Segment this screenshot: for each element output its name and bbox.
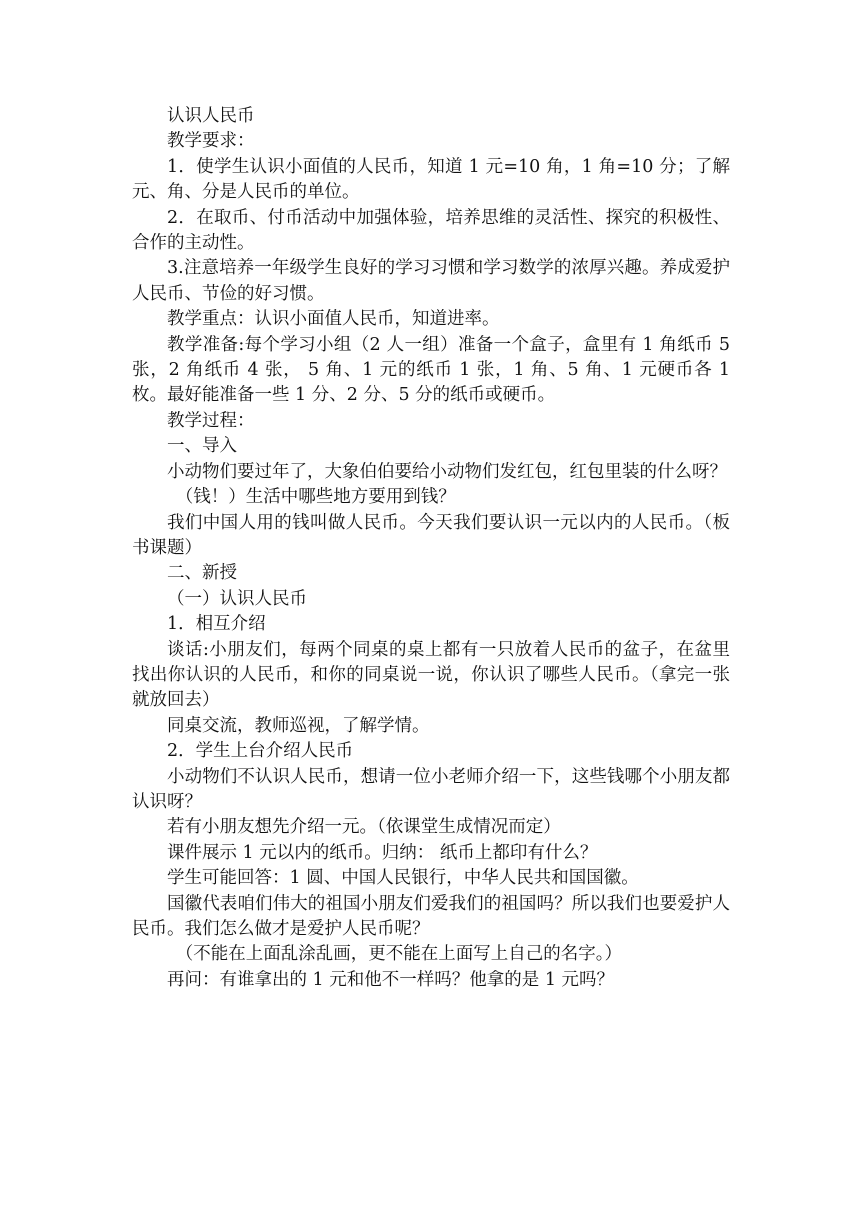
preparation: 教学准备:每个学习小组（2 人一组）准备一个盒子，盒里有 1 角纸币 5 张，2 角纸币 4 张， 5 角、1 元的纸币 1 张，1 角、5 角、1 元硬币各 1 枚。最好能准备一些 1 分、2 分、5 分的纸币或硬币。 [132,334,730,406]
document-title: 认识人民币 [167,106,255,126]
document-body [132,104,730,993]
intro-paragraph-1: 小动物们要过年了，大象伯伯要给小动物们发红包，红包里装的什么呀？ [167,461,727,482]
intro-paragraph-3: 我们中国人用的钱叫做人民币。今天我们要认识一元以内的人民币。（板书课题） [132,512,730,558]
talk-paragraph: 谈话:小朋友们，每两个同桌的桌上都有一只放着人民币的盆子，在盆里找出你认识的人民币，和你的同桌说一说，你认识了哪些人民币。（拿完一张就放回去） [132,639,730,711]
if-student-paragraph: 若有小朋友想先介绍一元。（依课堂生成情况而定） [167,817,561,838]
requirements-heading: 教学要求： [167,131,255,152]
requirement-1: 1．使学生认识小面值的人民币，知道 1 元=10 角，1 角=10 分；了解元、角、分是人民币的单位。 [132,156,730,203]
requirement-2: 2．在取币、付币活动中加强体验，培养思维的灵活性、探究的积极性、合作的主动性。 [132,207,730,254]
subsection-1-heading: （一）认识人民币 [167,588,307,609]
requirement-3: 3.注意培养一年级学生良好的学习习惯和学习数学的浓厚兴趣。养成爱护人民币、节俭的好习惯。 [132,258,730,304]
item-2-heading: 2．学生上台介绍人民币 [167,741,354,762]
dont-paragraph: （不能在上面乱涂乱画，更不能在上面写上自己的名字。） [175,944,622,965]
answer-paragraph: 学生可能回答：1 圆、中国人民银行，中华人民共和国国徽。 [167,868,639,889]
item-1-heading: 1．相互介绍 [167,614,266,635]
exchange-paragraph: 同桌交流，教师巡视，了解学情。 [167,715,430,736]
key-point: 教学重点：认识小面值人民币，知道进率。 [167,309,500,330]
emblem-paragraph: 国徽代表咱们伟大的祖国小朋友们爱我们的祖国吗？所以我们也要爱护人民币。我们怎么做才是爱护人民币呢？ [132,893,730,939]
courseware-paragraph: 课件展示 1 元以内的纸币。归纳： 纸币上都印有什么？ [167,842,598,863]
intro-teacher-paragraph: 小动物们不认识人民币，想请一位小老师介绍一下，这些钱哪个小朋友都认识呀？ [132,766,730,812]
ask-again-paragraph: 再问：有谁拿出的 1 元和他不一样吗？他拿的是 1 元吗？ [167,969,615,990]
intro-paragraph-2: （钱！）生活中哪些地方要用到钱？ [175,487,456,508]
section-2-heading: 二、新授 [167,563,237,584]
section-1-heading: 一、导入 [167,436,237,457]
process-heading: 教学过程： [167,410,255,431]
